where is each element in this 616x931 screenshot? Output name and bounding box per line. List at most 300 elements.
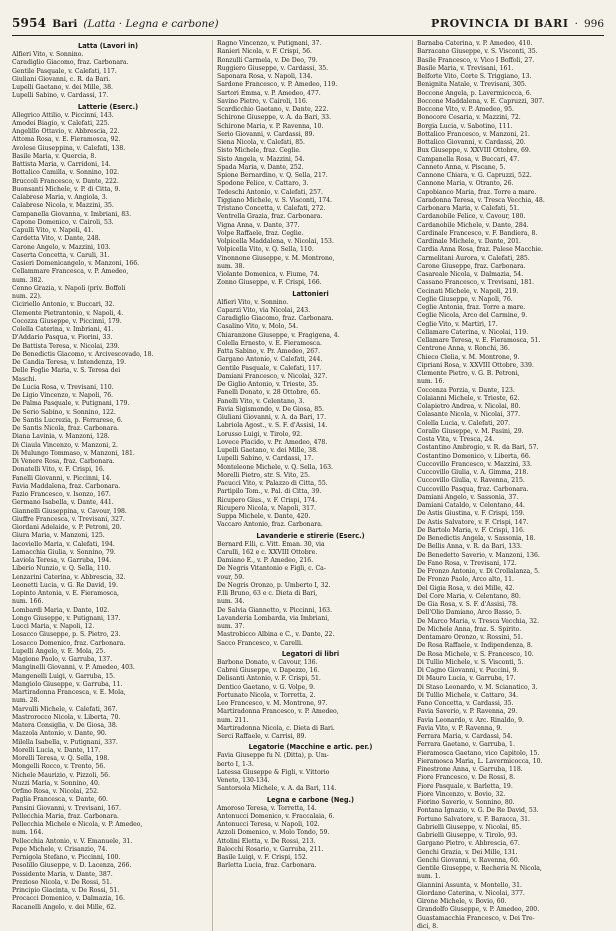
directory-entry: Campanella Rosa, v. Buccari, 47.: [417, 155, 520, 163]
directory-entry: Basile Maria, v. Trevisani, 161.: [417, 64, 514, 72]
directory-entry: Cellammare Francesca, v. P. Amedeo,: [12, 268, 129, 276]
directory-entry: Canneto Anna, v. Piscane, 5.: [417, 163, 506, 171]
directory-entry: Magione Paolo, v. Garruba, 137.: [12, 656, 113, 663]
directory-entry: Lenzarini Caterina, v. Abbrescia, 32.: [12, 573, 126, 581]
directory-entry: Ciciriello Antonio, v. Buccari, 32.: [12, 301, 115, 309]
directory-entry: De Serio Sabino, v. Sonnino, 122.: [12, 408, 116, 416]
directory-entry: Volpe Raffaele, fraz. Ceglie.: [217, 229, 304, 237]
directory-entry: Bonocore Cesaria, v. Mazzini, 72.: [417, 114, 521, 122]
directory-entry: De Fano Rosa, v. Trevisani, 172.: [417, 559, 517, 567]
directory-entry: Genchi Grazia, v. Dei Mille, 131.: [417, 848, 518, 856]
directory-entry: Carone Giuseppe, fraz. Carbonara.: [417, 262, 526, 270]
directory-entry: Pansini Giovanni, v. Trevisani, 167.: [12, 804, 121, 812]
directory-entry: Dentico Gaetano, v. G. Volpe, 9.: [217, 683, 316, 691]
directory-entry: Procacci Domenico, v. Dalmazia, 16.: [12, 895, 125, 903]
directory-entry: De Gia Rosa, v. S. F. d'Assisi, 78.: [417, 601, 518, 608]
directory-entry: Vaccaro Antonio, fraz. Carbonara.: [217, 521, 323, 529]
directory-section: [217, 40, 404, 288]
directory-entry: Barracano Giuseppe, v. S. Visconti, 35.: [417, 48, 538, 56]
directory-entry: Cuccovillo Pasqua, fraz. Carbonara.: [417, 485, 529, 493]
directory-entry: Matera Consiglia, v. De Giosa, 38.: [12, 722, 118, 729]
directory-entry: num. 166.: [12, 598, 44, 606]
directory-entry: Mastrorocco Nicola, v. Liberta, 70.: [12, 713, 121, 721]
directory-entry: Cabrei Giuseppe, v. Dapezzo, 16.: [217, 667, 320, 674]
directory-entry: De Fronzo Antonio, v. Di Crollalanza, 5.: [417, 568, 540, 575]
directory-entry: De Benedictis Giacomo, v. Arcivescovado, 18.: [12, 350, 154, 358]
directory-entry: De Giglio Antonio, v. Trieste, 35.: [217, 381, 319, 388]
directory-entry: Allegrico Attilio, v. Piccinni, 143.: [12, 111, 114, 119]
directory-entry: Lupelli Gaetano, v. dei Mille, 38.: [217, 447, 318, 454]
directory-entry: Boccone Angela, p. Lavermicocca, 6.: [417, 89, 532, 97]
directory-entry: Damiani Cataldo, v. Celentano, 44.: [417, 502, 525, 509]
directory-entry: Chiaranzone Giuseppe, v. Fragigena, 4.: [217, 331, 340, 339]
directory-entry: Tristano Concetta, v. Calefati, 272.: [217, 205, 326, 212]
section-title: Latta (Lavori in): [78, 42, 138, 50]
directory-entry: D'Addario Pasqua, v. Fiorini, 33.: [12, 334, 113, 342]
directory-entry: Pellecchia Antonio, v. V. Emanuele, 31.: [12, 837, 133, 845]
directory-entry: Siena Nicola, v. Calefati, 85.: [217, 139, 306, 146]
page-number: 5954: [12, 16, 47, 30]
directory-entry: De Astis Giustina, v. F. Crispi, 159.: [417, 510, 525, 518]
directory-entry: Iacoviello Maria, v. Calefati, 194.: [12, 540, 115, 548]
directory-entry: Amodei Biagio, v. Calefati, 225.: [12, 119, 110, 127]
directory-entry: Sisto Michele, fraz. Ceglie.: [217, 147, 302, 155]
directory-entry: De Bellis Anna, v. R. da Bari, 133.: [417, 543, 522, 551]
directory-entry: Giuliani Giovanni, v. A. da Bari, 17.: [217, 414, 327, 421]
directory-entry: Fazio Francesco, v. Isonzo, 167.: [12, 491, 111, 498]
header-rule: [12, 35, 604, 36]
right-page-number: 996: [583, 18, 604, 30]
directory-entry: Milella Isabella, v. Putignani, 337.: [12, 738, 118, 746]
directory-entry: Mangiolo Giuseppe, v. Garruba, 11.: [12, 680, 123, 688]
directory-entry: Racanelli Angelo, v. dei Mille, 62.: [12, 903, 117, 911]
directory-entry: Gargano Antonio, v. Calefati, 244.: [217, 356, 323, 364]
directory-entry: Gentile Pasquale, v. Calefati, 117.: [217, 364, 322, 372]
directory-entry: dici, 8.: [417, 922, 439, 930]
directory-entry: Giuliani Giovanni, c. R. da Bari.: [12, 75, 111, 83]
directory-entry: Spodone Felice, v. Cattaro, 3.: [217, 180, 309, 188]
directory-entry: num. 211.: [217, 716, 249, 724]
directory-entry: num. 16.: [417, 378, 445, 386]
directory-entry: Tedeschi Antonio, v. Calefati, 257.: [217, 188, 323, 196]
directory-entry: Cannone Maria, v. Otranto, 26.: [417, 180, 514, 188]
directory-entry: num. 38.: [217, 262, 245, 270]
directory-entry: Cannone Chiara, v. G. Capruzzi, 522.: [417, 172, 532, 179]
directory-entry: De Astis Salvatore, v. F. Crispi, 147.: [417, 518, 529, 526]
directory-entry: Carulli, 162 e c. XXVIII Ottobre.: [217, 548, 318, 556]
directory-entry: Ricupero Gius., v. F. Crispi, 174.: [217, 496, 318, 504]
directory-entry: Veneto, 130-134.: [217, 777, 270, 784]
directory-entry: Ceglie Nicola, Arco del Carmine, 9.: [417, 312, 528, 320]
directory-entry: Diana Lavinia, v. Manzoni, 128.: [12, 433, 110, 441]
directory-entry: Fontana Ignazio, v. G. De Re David, 53.: [417, 807, 539, 815]
directory-entry: Favia Vito, v. P. Ravenna, 9.: [417, 724, 503, 732]
directory-entry: Morelli Teresa, v. Q. Sella, 198.: [12, 755, 110, 762]
directory-entry: Nuzzi Maria, v. Sonnino, 40.: [12, 779, 100, 787]
directory-entry: Ricupero Nicola, v. Napoli, 317.: [217, 504, 316, 512]
directory-entry: num. 1.: [417, 873, 441, 881]
directory-entry: Gentile Pasquale, v. Calefati, 117.: [12, 67, 117, 75]
directory-entry: Benignita Natale, v. Trevisani, 305.: [417, 81, 527, 89]
directory-entry: Fiorino Saverio, v. Sonnino, 80.: [417, 799, 515, 806]
directory-entry: Barnaba Caterina, v. P. Amedeo, 410.: [417, 40, 533, 47]
directory-entry: Colaianni Michele, v. Trieste, 62.: [417, 394, 520, 402]
directory-entry: Savino Pietro, v. Cairoli, 116.: [217, 97, 308, 105]
directory-entry: Favia Maddalena, fraz. Carbonara.: [12, 482, 121, 490]
section-title: Latterie (Eserc.): [77, 102, 139, 111]
directory-entry: Fiore Francesco, v. De Rossi, 8.: [417, 774, 516, 782]
directory-entry: Pernigola Stefano, v. Piccinni, 100.: [12, 854, 121, 861]
directory-entry: Sardone Francesco, v. P. Amedeo, 119.: [217, 81, 338, 89]
header-right: PROVINCIA DI BARI · 996: [430, 17, 604, 30]
directory-entry: Lupelli Sabino, v. Cardassi, 17.: [217, 455, 314, 463]
directory-entry: Favia Sigismondo, v. De Giosa, 85.: [217, 405, 324, 413]
directory-entry: Costantino Domenico, v. Liberta, 66.: [417, 452, 531, 460]
directory-entry: Cocozza Giuseppe, v. Piccinni, 179.: [12, 317, 122, 325]
directory-entry: Coccenza Porzia, v. Dante, 123.: [417, 386, 515, 394]
directory-entry: De Marco Maria, v. Tresca Vecchia, 32.: [417, 617, 540, 625]
directory-entry: F.lli Bruno, 63 e c. Dieta di Bari,: [217, 590, 318, 597]
directory-entry: Caserta Concetta, v. Caruli, 31.: [12, 251, 110, 259]
directory-entry: Ruggiero Giuseppe, v. Cardassi, 35.: [217, 64, 329, 72]
directory-entry: Lamacchia Giulia, v. Sonnino, 79.: [12, 548, 116, 556]
directory-entry: Lupelli Sabino, v. Cardassi, 17.: [12, 92, 109, 100]
directory-entry: Martiradonna Francesco, v. P. Amedeo,: [217, 708, 339, 716]
directory-entry: num. 164.: [12, 829, 44, 837]
directory-entry: Latessa Giuseppe & Figli, v. Vittorio: [217, 768, 330, 776]
directory-entry: Lovece Placido, v. Pr. Amedeo, 478.: [217, 438, 328, 446]
directory-entry: Gabrielli Giuseppe, v. Nicolai, 85.: [417, 823, 522, 831]
directory-entry: Cellamare Teresa, v. E. Fieramosca, 51.: [417, 337, 541, 344]
directory-entry: Possidente Maria, v. Dante, 387.: [12, 870, 113, 878]
directory-entry: Volpicella Maddalena, v. Nicolai, 153.: [217, 238, 334, 245]
directory-entry: Scardicchio Gaetano, v. Dante, 222.: [217, 106, 329, 113]
directory-entry: De Battista Teresa, v. Nicolai, 239.: [12, 342, 120, 350]
directory-entry: Giura Maria, v. Manzoni, 125.: [12, 532, 105, 540]
directory-entry: Cellamare Caterina, v. Nicolai, 119.: [417, 328, 529, 336]
directory-entry: Orfino Rosa, v. Nicolai, 252.: [12, 788, 99, 795]
directory-entry: Pepe Michele, v. Crisanzio, 74.: [12, 845, 108, 853]
directory-entry: Clemente Pietrantonio, v. Napoli, 4.: [12, 309, 124, 317]
directory-entry: Cassano Francesco, v. Trevisani, 181.: [417, 279, 535, 287]
directory-entry: Cenno Grazia, v. Napoli (priv. Boffoli: [12, 284, 126, 292]
section-title: Legatorie (Macchine e artic. per.): [248, 743, 373, 752]
directory-entry: Fatta Sabino, v. Pr. Amedeo, 267.: [217, 348, 321, 355]
directory-entry: Morelli Lucia, v. Dante, 117.: [12, 746, 101, 754]
directory-entry: num. 382.: [12, 276, 44, 284]
directory-entry: Lupelli Angelo, v. E. Mola, 25.: [12, 647, 106, 655]
directory-entry: Cardia Anna Rosa, fraz. Palese Macchie.: [417, 246, 543, 254]
directory-entry: Campanella Giovanna, v. Imbriani, 83.: [12, 210, 132, 218]
directory-columns: [12, 40, 604, 930]
directory-entry: Leo Francesco, v. M. Montrone, 97.: [217, 700, 328, 707]
directory-entry: Fiore Pasquale, v. Barletta, 19.: [417, 782, 513, 790]
directory-entry: Mongelli Rocco, v. Trento, 56.: [12, 763, 106, 771]
directory-entry: Colella Caterina, v. Imbriani, 41.: [12, 326, 114, 333]
section-title: Legatori di libri: [281, 649, 340, 658]
directory-entry: Spada Maria, v. Dante, 252.: [217, 163, 304, 171]
directory-entry: Barletta Lucia, fraz. Carbonara.: [217, 862, 317, 870]
directory-entry: Grandolfo Giuseppe, v. P. Amedeo, 200.: [417, 906, 540, 914]
directory-entry: Donatelli Vito, v. F. Crispi, 16.: [12, 466, 105, 474]
directory-entry: Clemente Pietro, v. G. B. Petroni,: [417, 370, 520, 377]
directory-entry: Pellecchia Maria, fraz. Carbonara.: [12, 812, 119, 820]
directory-entry: De Palma Pasquale, v. Putignani, 179.: [12, 400, 130, 408]
directory-entry: Azzoli Domenico, v. Molo Tondo, 59.: [217, 829, 330, 837]
directory-entry: Lorusso Luigi, v. Tirolo, 92.: [217, 430, 303, 438]
province-title: PROVINCIA DI BARI: [430, 17, 569, 30]
directory-entry: Carbonara Maria, v. Calefati, 51.: [417, 205, 520, 212]
directory-entry: Schirone Maria, v. P. Ravenna, 10.: [217, 122, 324, 130]
directory-entry: Alfieri Vito, v. Sonnino.: [12, 51, 84, 58]
directory-entry: Battista Maria, v. Carridoni, 14.: [12, 161, 111, 168]
directory-entry: Cardinale Michele, v. Dante, 201.: [417, 238, 521, 245]
directory-entry: Sisto Angela, v. Mazzini, 54.: [217, 155, 305, 163]
directory-entry: Ronzulli Carmela, v. De Deo, 79.: [217, 56, 318, 64]
directory-entry: num. 34.: [217, 598, 245, 606]
directory-entry: Serio Giovanni, v. Cardassi, 89.: [217, 130, 315, 138]
directory-entry: Angelillo Ottavio, v. Abbrescia, 22.: [12, 128, 120, 135]
directory-entry: Suppa Michele, v. Dante, 420.: [217, 513, 311, 520]
directory-entry: Fieramosca Maria, L. Lavermicocca, 10.: [417, 757, 543, 765]
directory-section: [12, 42, 204, 101]
directory-entry: vour, 59.: [217, 573, 245, 581]
directory-entry: Calabrese Maria, v. Angiola, 3.: [12, 194, 108, 201]
directory-entry: Casalino Vito, v. Molo, 54.: [217, 323, 299, 331]
column-1: [12, 40, 204, 931]
directory-entry: Martiradonna Francesca, v. E. Mola,: [12, 689, 126, 696]
directory-entry: Favia Giuseppe fu N. (Ditta), p. Um-: [217, 752, 329, 760]
directory-entry: Costantino Ambrogio, v. R. da Bari, 57.: [417, 444, 539, 452]
directory-entry: Genchi Giovanni, v. Ravenna, 60.: [417, 856, 520, 864]
directory-entry: Sartori Emma, v. P. Amedeo, 477.: [217, 89, 321, 97]
directory-entry: Labriola Agost., v. S. F. d'Assisi, 14.: [217, 422, 328, 430]
directory-entry: Vigna Anna, v. Dante, 377.: [217, 221, 300, 229]
directory-entry: Balocchi Rosario, v. Garruba, 211.: [217, 845, 324, 853]
directory-entry: Fanelli Giovanni, v. Piccinni, 14.: [12, 474, 112, 482]
directory-entry: Mangenelli Luigi, v. Garruba, 15.: [12, 672, 115, 680]
directory-entry: Losacco Giuseppe, p. S. Pietro, 23.: [12, 631, 121, 639]
directory-section: [12, 103, 204, 912]
directory-entry: Del Core Maria, v. Celentano, 80.: [417, 592, 521, 600]
directory-entry: Laviola Teresa, v. Garruba, 194.: [12, 557, 112, 564]
directory-entry: Capone Domenico, v. Cairoli, 53.: [12, 218, 114, 226]
directory-entry: De Lucia Rosa, v. Trevisani, 110.: [12, 383, 114, 391]
directory-entry: Ceglie Vito, v. Martiri, 17.: [417, 320, 498, 328]
directory-entry: De Santis Nicola, fraz. Carbonara.: [12, 425, 119, 432]
directory-entry: Giannini Assunta, v. Montello, 31.: [417, 881, 522, 889]
directory-entry: Dentamaro Oronzo, v. Rossini, 51.: [417, 634, 523, 641]
directory-entry: De Candia Teresa, v. Intendenza, 19.: [12, 359, 127, 366]
directory-entry: Del Gigia Rosa, v. dei Mille, 42.: [417, 584, 515, 592]
directory-entry: Paglia Francesca, v. Dante, 60.: [12, 796, 108, 804]
directory-entry: Di Mulungo Tommaso, v. Manzoni, 181.: [12, 449, 135, 457]
directory-entry: Prezioso Nicola, v. De Rossi, 51.: [12, 878, 112, 886]
directory-entry: Bottalico Giovanni, v. Cardassi, 20.: [417, 139, 526, 146]
directory-entry: De Santis Lucrezia, p. Ferrarese, 6.: [12, 416, 123, 424]
directory-entry: berto I, 1-3.: [217, 760, 254, 768]
directory-entry: Fieramosca Gaetano, vico Capitolo, 15.: [417, 749, 540, 757]
directory-entry: Bottalico Francesco, v. Manzoni, 21.: [417, 130, 530, 138]
directory-entry: Pacucci Vito, v. Palazzo di Citta, 55.: [217, 480, 328, 487]
directory-section: [217, 532, 404, 648]
directory-entry: Cipriani Rosa, v. XXVIII Ottobre, 339.: [417, 361, 534, 369]
directory-entry: num. 37.: [217, 623, 245, 630]
directory-entry: Ceglie Giuseppe, v. Napoli, 76.: [417, 295, 513, 303]
section-subtitle: (Latta · Legna e carbone): [83, 18, 219, 30]
directory-entry: Favia Saverio, v. P. Ravenna, 29.: [417, 708, 518, 716]
directory-entry: Ferrara Maria, v. Cardassi, 54.: [417, 733, 513, 740]
directory-entry: Cardanobile Michele, v. Dante, 284.: [417, 221, 529, 229]
directory-entry: Cardanobile Felice, v. Cavour, 180.: [417, 213, 526, 221]
directory-entry: Amoroso Teresa, v. Torretta, 14.: [217, 804, 317, 812]
directory-entry: Guastamacchia Francesco, v. Dei Tre-: [417, 914, 535, 922]
directory-entry: Tiggiano Michele, v. S. Visconti, 174.: [217, 196, 333, 204]
directory-entry: Vinonnone Giuseppe, v. M. Montrone,: [217, 254, 335, 262]
directory-entry: Di Tullio Michele, v. Cattaro, 34.: [417, 691, 519, 699]
directory-entry: Cardetta Vito, v. Dante, 248.: [12, 235, 101, 243]
directory-entry: Buonsanti Michele, v. P. di Citta, 9.: [12, 185, 121, 193]
directory-entry: Boccone Maddalena, v. E. Capruzzi, 307.: [417, 97, 545, 105]
column-2: [212, 40, 404, 931]
directory-entry: De Rosa Michele, v. S. Francesco, 10.: [417, 650, 534, 658]
directory-entry: Costa Vita, v. Tresca, 24.: [417, 436, 495, 443]
directory-entry: Carone Angelo, v. Mazzini, 103.: [12, 243, 111, 251]
directory-entry: Giordani Adelaide, v. P. Petroni, 20.: [12, 524, 122, 531]
directory-entry: De Fronzo Paolo, Arco alto, 11.: [417, 576, 514, 584]
directory-entry: Lucci Maria, v. Napoli, 12.: [12, 623, 95, 630]
directory-entry: Lavanderia Lombarda, via Imbriani,: [217, 614, 330, 622]
directory-entry: Ventrella Grazia, fraz. Carbonara.: [217, 213, 323, 221]
directory-entry: Losacco Domenico, fraz. Carbonara.: [12, 639, 126, 647]
directory-entry: Capobianco Maria, fraz. Torre a mare.: [417, 188, 537, 196]
directory-entry: De Michele Anna, fraz. S. Spirito.: [417, 625, 522, 633]
directory-entry: Gargano Pietro, v. Abbrescia, 67.: [417, 840, 520, 848]
directory-entry: Ragno Vincenzo, v. Putignani, 37.: [217, 40, 322, 47]
directory-entry: Attolini Eletta, v. De Rossi, 213.: [217, 837, 316, 845]
directory-entry: De Ligio Vincenzo, v. Napoli, 76.: [12, 392, 114, 399]
directory-entry: Maschi.: [12, 375, 37, 383]
directory-entry: Colella Ernesto, v. E. Fieramosca.: [217, 339, 322, 347]
directory-entry: Santorsola Michele, v. A. da Bari, 114.: [217, 785, 337, 793]
directory-entry: Mastrobicco Albina e C., v. Dante, 22.: [217, 631, 335, 639]
directory-entry: Di Staso Leonardo, v. M. Scianatico, 3.: [417, 683, 538, 691]
directory-entry: Ceglie Antonia, fraz. Torre a mare.: [417, 304, 526, 311]
directory-entry: Martiradonna Nicola, c. Dieta di Bari.: [217, 724, 335, 732]
directory-entry: Pesolillo Giuseppe, v. D. Lacenza, 266.: [12, 862, 132, 870]
directory-entry: Colasante Nicola, v. Nicolai, 377.: [417, 411, 521, 419]
directory-entry: Leonetti Lucia, v. G. Re David, 19.: [12, 581, 118, 589]
directory-entry: Di Mauro Lucia, v. Garruba, 17.: [417, 675, 516, 683]
directory-entry: Calabrese Nicola, v. Mazzini, 35.: [12, 202, 114, 210]
directory-entry: Schirone Giuseppe, v. A. da Bari, 33.: [217, 114, 332, 122]
directory-entry: Basile Maria, v. Quercia, 8.: [12, 152, 97, 160]
place-name: Bari: [52, 18, 78, 30]
directory-entry: Capulli Vito, v. Napoli, 41.: [12, 227, 94, 234]
directory-entry: De Benedetto Saverio, v. Manzoni, 136.: [417, 551, 540, 559]
directory-entry: Antonucci Teresa, v. Napoli, 102.: [217, 821, 320, 828]
directory-entry: Colapietro Andrea, v. Nicolai, 80.: [417, 403, 521, 410]
directory-entry: Dell'Olio Damiano, Arco Basso, 5.: [417, 609, 522, 617]
page-header: [12, 16, 604, 32]
directory-entry: Caradonna Teresa, v. Tresca Vecchia, 48.: [417, 196, 545, 204]
section-title: Legna e carbone (Neg.): [266, 795, 355, 804]
directory-entry: Bernard F.lli, c. Vitt. Eman. 30, via: [217, 540, 325, 548]
directory-entry: Corallo Giuseppe, v. M. Pasini, 29.: [417, 427, 524, 435]
directory-entry: Boccone Vito, v. P. Amedeo, 95.: [417, 106, 514, 113]
directory-entry: Damiani Angelo, v. Sassonia, 37.: [417, 493, 519, 501]
directory-entry: De Negris Vitantonio e Figli, c. Ca-: [217, 565, 326, 573]
directory-section: [417, 40, 604, 931]
directory-entry: Principio Giacinta, v. De Rossi, 51.: [12, 887, 120, 894]
directory-entry: Cardinale Francesco, v. F. Bandiera, 8.: [417, 229, 538, 237]
directory-entry: Di Tullio Michele, v. S. Visconti, 5.: [417, 658, 524, 666]
directory-entry: Chieco Clelia, v. M. Montrone, 9.: [417, 353, 520, 361]
directory-entry: Fiore Vincenzo, v. Bovio, 32.: [417, 790, 506, 798]
directory-entry: num. 28.: [12, 697, 40, 705]
directory-entry: Violante Domenica, v. Fiume, 74.: [217, 271, 320, 278]
directory-entry: Giuffre Francesca, v. Trevisani, 327.: [12, 515, 125, 523]
column-3: [412, 40, 604, 931]
directory-entry: Sacco Francesco, v. Carelli.: [217, 639, 303, 647]
directory-entry: Finestrone Anna, v. Garruba, 118.: [417, 766, 523, 773]
directory-entry: Germano Isabella, v. Dante, 441.: [12, 499, 114, 507]
directory-entry: Fortunato Nicola, v. Torretta, 2.: [217, 691, 316, 699]
directory-entry: Caradiglio Giacomo, fraz. Carbonara.: [12, 59, 129, 67]
directory-entry: Giordano Caterina, v. Nicolai, 377.: [417, 889, 525, 897]
directory-entry: Colella Lucia, v. Calefati, 207.: [417, 419, 511, 427]
directory-entry: Spione Bernardino, v. Q. Sella, 217.: [217, 172, 328, 179]
directory-entry: Bruccoli Francesco, v. Dante, 222.: [12, 177, 119, 185]
directory-entry: Mazzola Antonio, v. Dante, 90.: [12, 730, 107, 738]
directory-entry: Di Cagno Giovanni, v. Puccini, 9.: [417, 667, 519, 674]
directory-entry: Avolese Giuseppina, v. Calefati, 138.: [12, 144, 126, 152]
directory-entry: Basile Luigi, v. F. Crispi, 152.: [217, 854, 308, 861]
directory-entry: Cuccovillo Giulia, v. Ravenna, 215.: [417, 477, 525, 485]
directory-entry: Centrone Anna, v. Ronchi, 36.: [417, 345, 510, 353]
directory-entry: Caradiglio Giacomo, fraz. Carbonara.: [217, 315, 334, 322]
directory-entry: De Negris Oronzo, p. Umberto I, 32.: [217, 581, 331, 589]
directory-entry: Delle Foglie Maria, v. S. Teresa dei: [12, 367, 121, 375]
directory-entry: Gentile Giuseppe, v. Recheria N. Nicola,: [417, 865, 542, 872]
directory-entry: Volpicella Vito, v. Q. Sella, 110.: [217, 246, 314, 254]
directory-entry: Liberio Nunzio, v. Q. Sella, 110.: [12, 565, 111, 573]
section-title: Lattonieri: [292, 289, 329, 298]
directory-entry: Alfieri Vito, v. Sonnino.: [217, 298, 289, 306]
directory-entry: Morelli Pietro, str. S. Vito, 25.: [217, 471, 310, 479]
directory-entry: Bottalico Camilla, v. Sonnino, 102.: [12, 169, 120, 177]
directory-entry: Lopinto Antonia, v. E. Fieramosca,: [12, 590, 119, 597]
directory-entry: Zonno Giuseppe, v. F. Crispi, 166.: [217, 279, 322, 287]
directory-entry: Belforte Vito, Corte S. Triggiano, 13.: [417, 73, 532, 80]
directory-entry: Serci Raffaele, v. Carrisi, 89.: [217, 733, 307, 740]
directory-entry: Barbone Donato, v. Cavour, 136.: [217, 658, 318, 666]
directory-entry: Cuccovillo Giulia, v. A. Gimma, 218.: [417, 469, 529, 476]
directory-section: [217, 743, 404, 793]
directory-section: [217, 796, 404, 871]
section-title: Lavanderie e stirerie (Eserc.): [256, 531, 365, 540]
directory-entry: Cuccovillo Francesco, v. Mazzini, 33.: [417, 460, 532, 468]
directory-entry: Manginelli Giovanni, v. P. Amedeo, 403.: [12, 664, 135, 672]
directory-entry: Fanelli Vito, v. Celentano, 3.: [217, 397, 305, 405]
directory-entry: Borgia Lucia, v. Sabotino, 111.: [417, 122, 513, 130]
header-left: [12, 16, 219, 30]
directory-entry: Attoma Rosa, v. E. Fieramosca, 92.: [12, 136, 121, 144]
directory-entry: Carmelitani Aurora, v. Calefati, 285.: [417, 254, 530, 262]
directory-entry: Ranieri Nicola, v. F. Crispi, 56.: [217, 48, 312, 56]
directory-section: [217, 650, 404, 742]
directory-entry: Marvulli Michele, v. Calefati, 367.: [12, 705, 118, 713]
